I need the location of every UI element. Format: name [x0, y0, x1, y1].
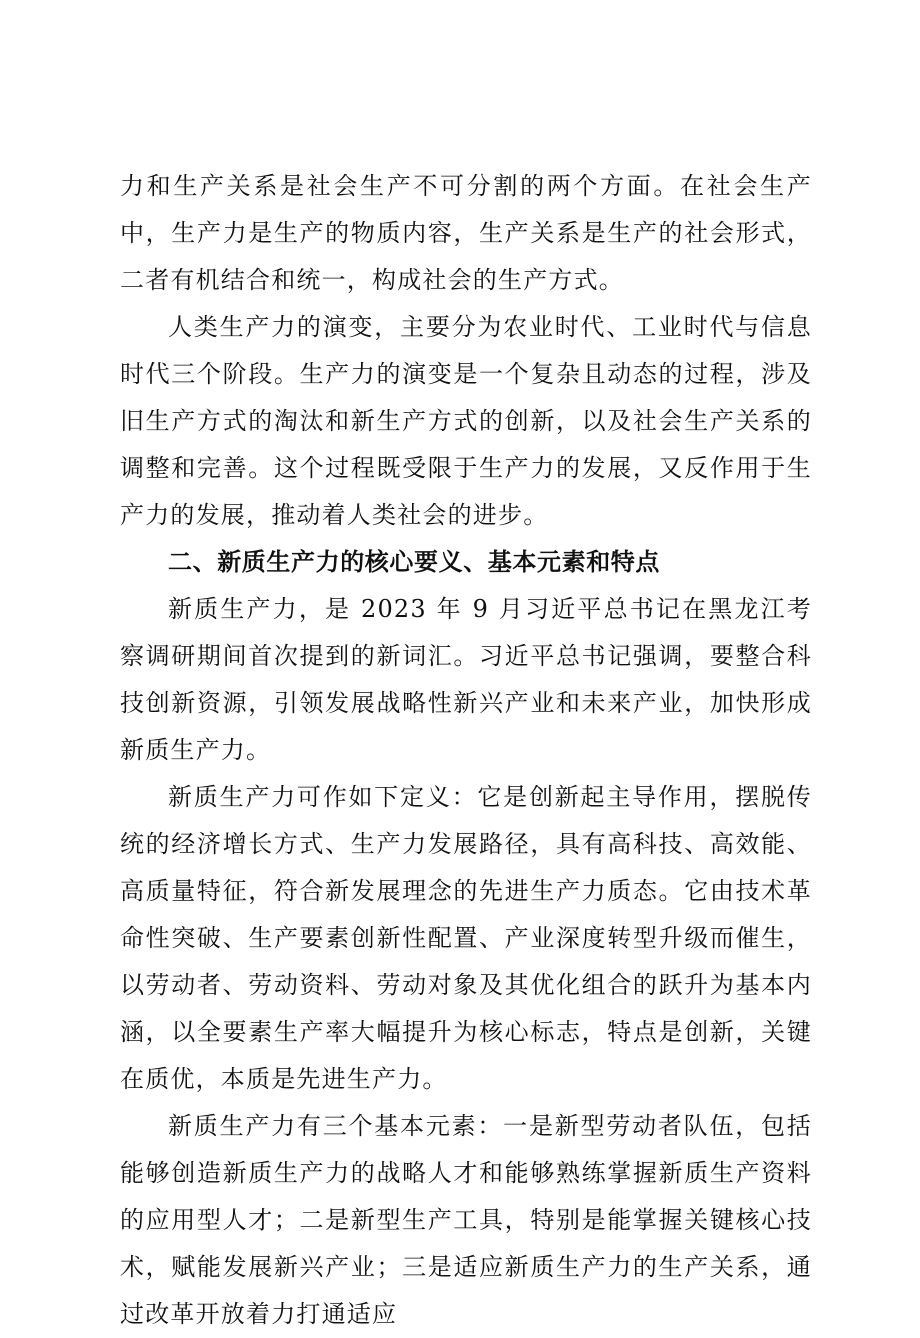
document-body [120, 163, 812, 1338]
section-heading: 二、新质生产力的核心要义、基本元素和特点 [168, 548, 660, 576]
paragraph-basic-elements: 新质生产力有三个基本元素：一是新型劳动者队伍，包括能够创造新质生产力的战略人才和能够熟练掌握新质生产资料的应用型人才；二是新型生产工具，特别是能掌握关键核心技术，赋能发展新兴产业；三是适应新质生产力的生产关系，通过改革开放着力打通适应 [120, 1112, 812, 1328]
paragraph-new-quality-definition: 新质生产力可作如下定义：它是创新起主导作用，摆脱传统的经济增长方式、生产力发展路径，具有高科技、高效能、高质量特征，符合新发展理念的先进生产力质态。它由技术革命性突破、生产要素创新性配置、产业深度转型升级而催生，以劳动者、劳动资料、劳动对象及其优化组合的跃升为基本内涵，以全要素生产率大幅提升为核心标志，特点是创新，关键在质优，本质是先进生产力。 [120, 783, 812, 1093]
paragraph-new-quality-origin: 新质生产力，是 2023 年 9 月习近平总书记在黑龙江考察调研期间首次提到的新词汇。习近平总书记强调，要整合科技创新资源，引领发展战略性新兴产业和未来产业，加快形成新质生产力。 [120, 595, 812, 764]
paragraph-continuation: 力和生产关系是社会生产不可分割的两个方面。在社会生产中，生产力是生产的物质内容，生产关系是生产的社会形式，二者有机结合和统一，构成社会的生产方式。 [120, 172, 812, 294]
paragraph-productivity-evolution: 人类生产力的演变，主要分为农业时代、工业时代与信息时代三个阶段。生产力的演变是一个复杂且动态的过程，涉及旧生产方式的淘汰和新生产方式的创新，以及社会生产关系的调整和完善。这个过程既受限于生产力的发展，又反作用于生产力的发展，推动着人类社会的进步。 [120, 313, 812, 529]
